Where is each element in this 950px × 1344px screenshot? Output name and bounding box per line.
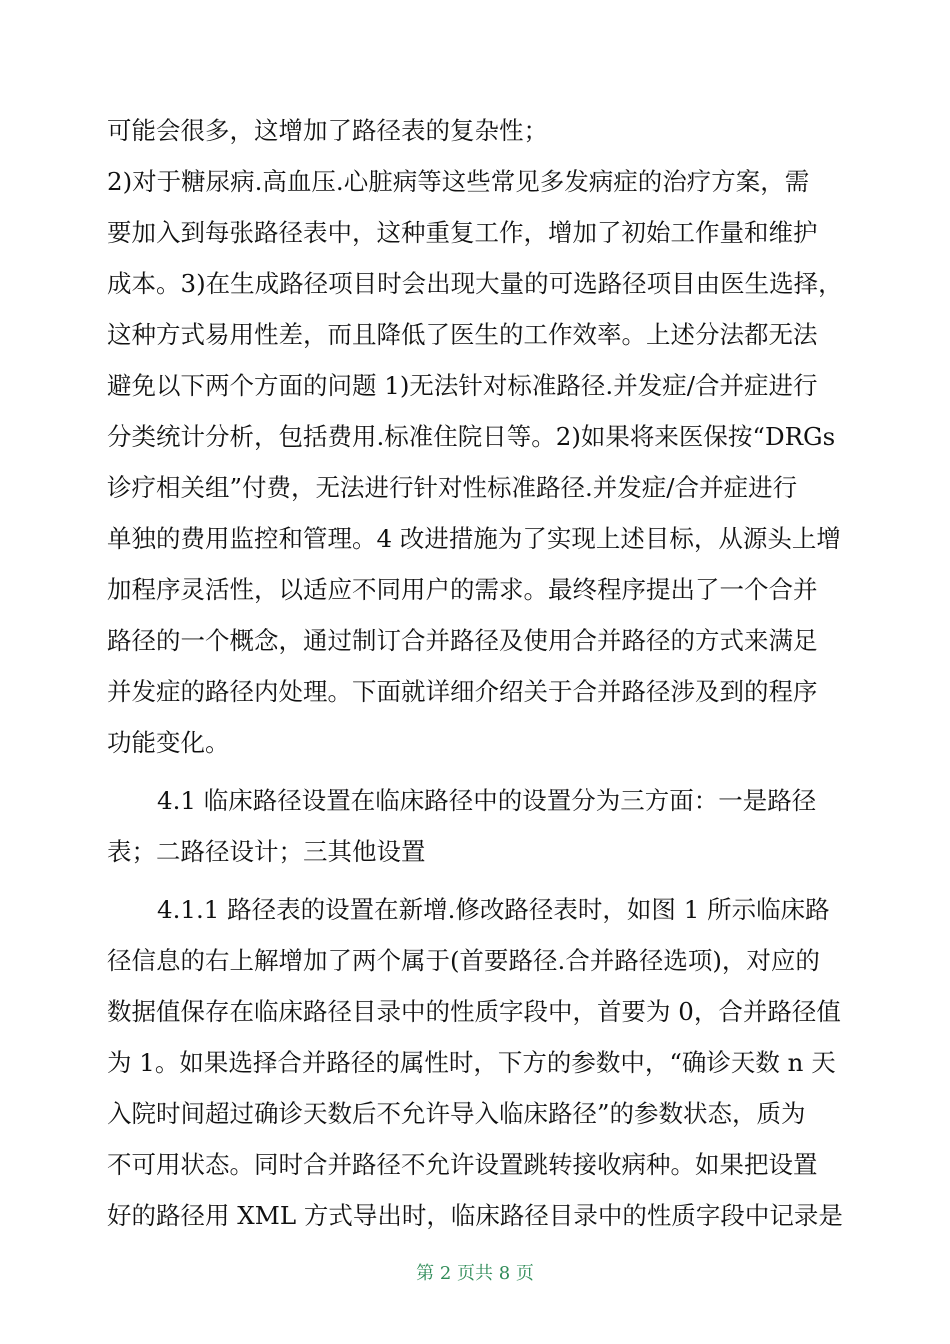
section-heading-line: 4.1 临床路径设置在临床路径中的设置分为三方面：一是路径 — [157, 786, 817, 815]
text-line: 数据值保存在临床路径目录中的性质字段中，首要为 0，合并路径值 — [107, 997, 841, 1026]
text-line: 好的路径用 XML 方式导出时，临床路径目录中的性质字段中记录是 — [107, 1201, 843, 1230]
subsection-heading-line: 4.1.1 路径表的设置在新增.修改路径表时，如图 1 所示临床路 — [157, 895, 830, 924]
text-line: 2)对于糖尿病.高血压.心脏病等这些常见多发病症的治疗方案，需 — [107, 167, 810, 196]
text-line: 诊疗相关组”付费，无法进行针对性标准路径.并发症/合并症进行 — [107, 473, 798, 502]
text-line: 功能变化。 — [107, 728, 230, 757]
page-number-footer: 第 2 页共 8 页 — [416, 1263, 534, 1284]
text-line: 这种方式易用性差，而且降低了医生的工作效率。上述分法都无法 — [107, 320, 818, 349]
document-body — [107, 105, 843, 1241]
text-line: 单独的费用监控和管理。4 改进措施为了实现上述目标，从源头上增 — [107, 524, 841, 553]
text-line: 可能会很多，这增加了路径表的复杂性； — [107, 116, 548, 145]
text-line: 为 1。如果选择合并路径的属性时，下方的参数中，“确诊天数 n 天 — [107, 1048, 836, 1077]
text-line: 路径的一个概念，通过制订合并路径及使用合并路径的方式来满足 — [107, 626, 818, 655]
text-line: 表；二路径设计；三其他设置 — [107, 837, 426, 866]
text-line: 并发症的路径内处理。下面就详细介绍关于合并路径涉及到的程序 — [107, 677, 818, 706]
text-line: 不可用状态。同时合并路径不允许设置跳转接收病种。如果把设置 — [107, 1150, 818, 1179]
text-line: 分类统计分析，包括费用.标准住院日等。2)如果将来医保按“DRGs — [107, 422, 836, 451]
text-line: 入院时间超过确诊天数后不允许导入临床路径”的参数状态，质为 — [107, 1099, 806, 1128]
text-line: 径信息的右上解增加了两个属于(首要路径.合并路径选项)，对应的 — [107, 946, 820, 975]
text-line: 避免以下两个方面的问题 1)无法针对标准路径.并发症/合并症进行 — [107, 371, 818, 400]
text-line: 要加入到每张路径表中，这种重复工作，增加了初始工作量和维护 — [107, 218, 818, 247]
text-line: 成本。3)在生成路径项目时会出现大量的可选路径项目由医生选择， — [107, 269, 843, 298]
text-line: 加程序灵活性，以适应不同用户的需求。最终程序提出了一个合并 — [107, 575, 818, 604]
